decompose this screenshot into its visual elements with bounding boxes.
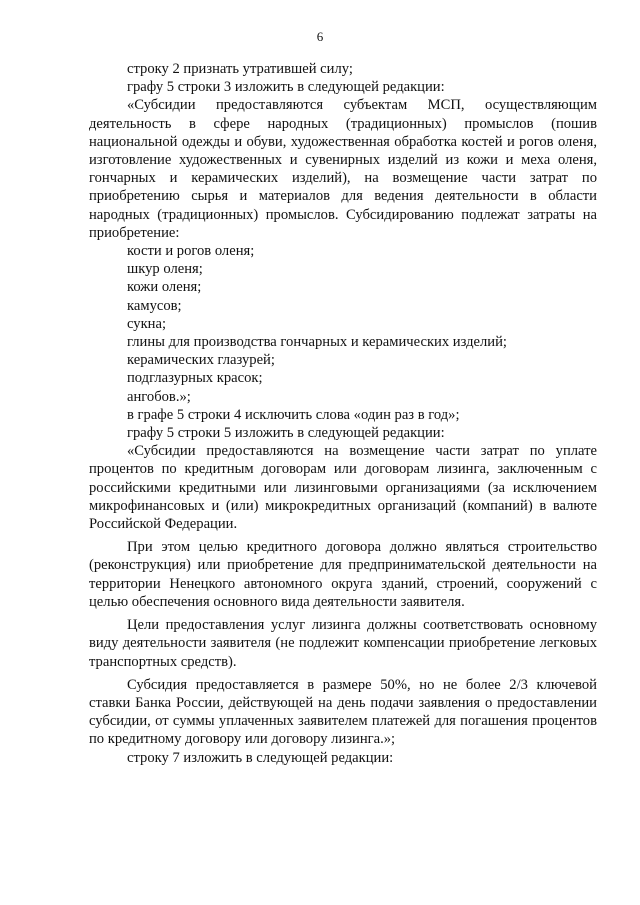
paragraph: «Субсидии предоставляются на возмещение части затрат по уплате процентов по кредитным договорам или договорам лизинга, заключенным с российскими кредитными или лизинговыми организациями (за исключением микрофинансовых и (или) микрокредитных организаций (компаний) в валюте Российской Федерации. — [89, 443, 597, 533]
list-item: керамических глазурей; — [127, 352, 275, 369]
document-body — [89, 60, 597, 767]
paragraph: Субсидия предоставляется в размере 50%, но не более 2/3 ключевой ставки Банка России, действующей на день подачи заявления о предоставлении субсидии, от суммы уплаченных заявителем платежей для погашения процентов по кредитному договору или договору лизинга.»; — [89, 676, 597, 748]
list-item: глины для производства гончарных и керамических изделий; — [127, 334, 507, 351]
list-item: сукна; — [127, 315, 167, 332]
paragraph: строку 7 изложить в следующей редакции: — [127, 749, 394, 766]
list-item: ангобов.»; — [127, 388, 191, 405]
paragraph: При этом целью кредитного договора должно являться строительство (реконструкция) или приобретение для предпринимательской деятельности на территории Ненецкого автономного округа зданий, строений, сооружений с целью обеспечения основного вида деятельности заявителя. — [89, 539, 597, 610]
paragraph: Цели предоставления услуг лизинга должны соответствовать основному виду деятельности заявителя (не подлежит компенсации приобретение легковых транспортных средств). — [89, 617, 597, 670]
list-item: кожи оленя; — [127, 279, 202, 296]
list-item: кости и рогов оленя; — [127, 243, 255, 260]
paragraph: графу 5 строки 5 изложить в следующей редакции: — [127, 425, 445, 442]
paragraph: в графе 5 строки 4 исключить слова «один раз в год»; — [127, 406, 460, 423]
paragraph: строку 2 признать утратившей силу; — [127, 61, 353, 77]
list-item: камусов; — [127, 297, 182, 314]
paragraph: «Субсидии предоставляются субъектам МСП, осуществляющим деятельность в сфере народных (традиционных) промыслов (пошив национальной одежды и обуви, художественная обработка костей и рогов оленя, изготовление художественных и сувенирных изделий из кожи и меха оленя, гончарных и керамических изделий), на возмещение части затрат по приобретению сырья и материалов для ведения деятельности в области народных (традиционных) промыслов. Субсидированию подлежат затраты на приобретение: — [89, 97, 597, 241]
list-item: подглазурных красок; — [127, 370, 263, 387]
list-item: шкур оленя; — [127, 261, 203, 278]
page-number: 6 — [316, 29, 324, 44]
paragraph: графу 5 строки 3 изложить в следующей редакции: — [127, 79, 445, 96]
